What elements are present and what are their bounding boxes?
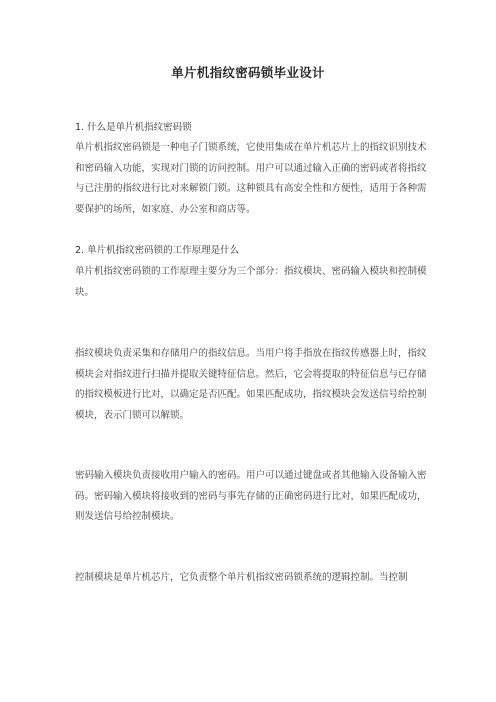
section-heading-2: 2. 单片机指纹密码锁的工作原理是什么 bbox=[75, 245, 240, 256]
section-2-paragraph-1: 单片机指纹密码锁的工作原理主要分为三个部分：指纹模块、密码输入模块和控制模块。 bbox=[75, 266, 427, 298]
section-2-paragraph-2: 指纹模块负责采集和存储用户的指纹信息。当用户将手指放在指纹传感器上时，指纹模块会对指纹进行扫描并提取关键特征信息。然后，它会将提取的特征信息与已存储的指纹模板进行比对，以确定是否匹配。如果匹配成功，指纹模块会发送信号给控制模块，表示门锁可以解锁。 bbox=[75, 348, 427, 421]
section-2-paragraph-4: 控制模块是单片机芯片，它负责整个单片机指纹密码锁系统的逻辑控制。当控制 bbox=[75, 572, 408, 583]
section-heading-1: 1. 什么是单片机指纹密码锁 bbox=[75, 122, 192, 133]
section-2-paragraph-3: 密码输入模块负责接收用户输入的密码。用户可以通过键盘或者其他输入设备输入密码。密码输入模块将接收到的密码与事先存储的正确密码进行比对，如果匹配成功，则发送信号给控制模块。 bbox=[75, 470, 427, 522]
section-1-paragraph-1: 单片机指纹密码锁是一种电子门锁系统，它使用集成在单片机芯片上的指纹识别技术和密码输入功能，实现对门锁的访问控制。用户可以通过输入正确的密码或者将指纹与已注册的指纹进行比对来解锁门锁。这种锁具有高安全性和方便性，适用于各种需要保护的场所，如家庭、办公室和商店等。 bbox=[75, 142, 427, 215]
document-title: 单片机指纹密码锁毕业设计 bbox=[171, 65, 325, 80]
